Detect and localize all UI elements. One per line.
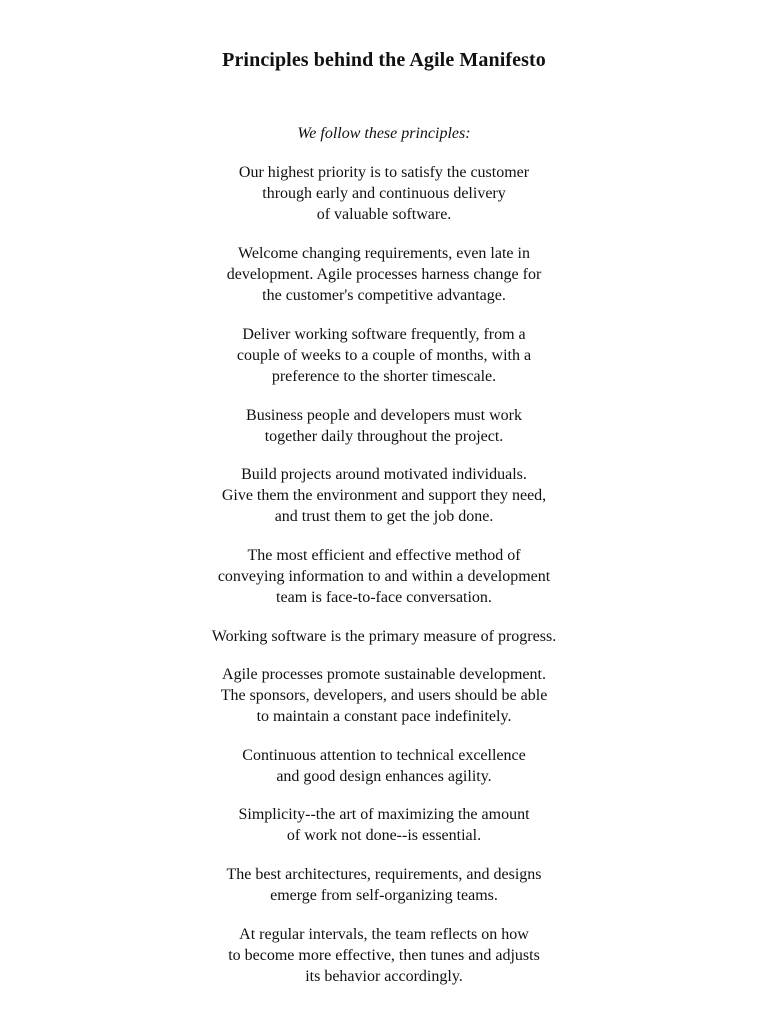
principle-line: to maintain a constant pace indefinitely. bbox=[256, 708, 512, 725]
principle-12 bbox=[0, 924, 768, 987]
intro-text: We follow these principles: bbox=[297, 125, 471, 142]
principle-1 bbox=[0, 162, 768, 225]
principle-2 bbox=[0, 243, 768, 306]
principle-line: team is face-to-face conversation. bbox=[276, 589, 492, 606]
principle-line: together daily throughout the project. bbox=[264, 428, 504, 445]
principle-4 bbox=[0, 405, 768, 447]
principle-line: Welcome changing requirements, even late in bbox=[238, 245, 530, 262]
principle-11 bbox=[0, 864, 768, 906]
principle-3 bbox=[0, 324, 768, 387]
principle-line: The best architectures, requirements, and designs bbox=[226, 866, 542, 883]
principle-line: emerge from self-organizing teams. bbox=[270, 887, 498, 904]
principle-line: couple of weeks to a couple of months, with a bbox=[236, 347, 532, 364]
principle-line: development. Agile processes harness change for bbox=[226, 266, 542, 283]
principle-line: to become more effective, then tunes and adjusts bbox=[228, 947, 540, 964]
principle-line: At regular intervals, the team reflects on how bbox=[239, 926, 529, 943]
principle-line: Continuous attention to technical excellence bbox=[242, 747, 526, 764]
principle-5 bbox=[0, 464, 768, 527]
principle-9 bbox=[0, 745, 768, 787]
principle-line: preference to the shorter timescale. bbox=[271, 368, 497, 385]
principle-line: of valuable software. bbox=[316, 206, 452, 223]
principle-line: conveying information to and within a development bbox=[217, 568, 551, 585]
principle-line: of work not done--is essential. bbox=[286, 827, 482, 844]
page-title: Principles behind the Agile Manifesto bbox=[222, 49, 546, 71]
principle-8 bbox=[0, 664, 768, 727]
principle-line: Business people and developers must work bbox=[246, 407, 522, 424]
principle-line: the customer's competitive advantage. bbox=[262, 287, 506, 304]
principle-7 bbox=[0, 626, 768, 647]
principle-6 bbox=[0, 545, 768, 608]
principle-line: through early and continuous delivery bbox=[262, 185, 506, 202]
principle-line: Agile processes promote sustainable development. bbox=[222, 666, 546, 683]
principle-line: The most efficient and effective method of bbox=[247, 547, 521, 564]
principle-line: Give them the environment and support they need, bbox=[221, 487, 547, 504]
principle-line: Build projects around motivated individuals. bbox=[241, 466, 527, 483]
principle-10 bbox=[0, 804, 768, 846]
principle-line: Working software is the primary measure of progress. bbox=[211, 628, 557, 645]
principle-line: and trust them to get the job done. bbox=[274, 508, 494, 525]
principle-line: Our highest priority is to satisfy the customer bbox=[238, 164, 530, 181]
principle-line: The sponsors, developers, and users should be able bbox=[220, 687, 548, 704]
principle-line: and good design enhances agility. bbox=[276, 768, 492, 785]
principle-line: its behavior accordingly. bbox=[305, 968, 463, 985]
principle-line: Simplicity--the art of maximizing the amount bbox=[238, 806, 530, 823]
principle-line: Deliver working software frequently, from a bbox=[242, 326, 526, 343]
